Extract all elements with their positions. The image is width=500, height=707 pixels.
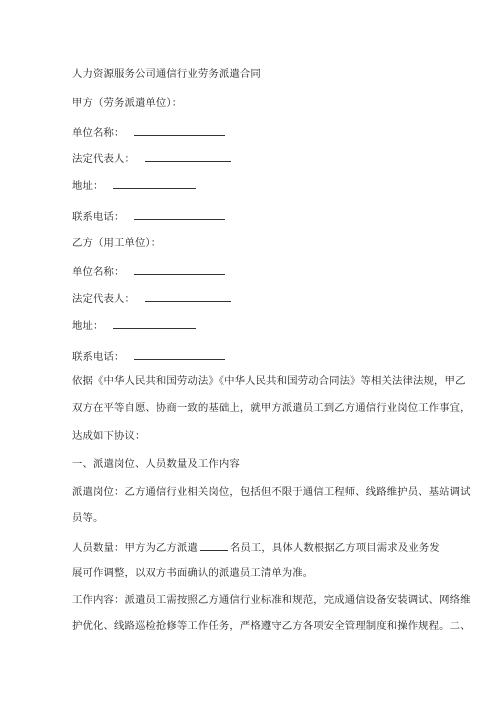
party-b-unit-name-label: 单位名称： (72, 266, 125, 278)
party-b-address (72, 318, 196, 333)
party-a-address-blank (113, 178, 196, 189)
party-b-unit-name-blank (134, 264, 225, 275)
party-a-address-label: 地址： (72, 180, 104, 192)
party-a-phone-blank (134, 209, 225, 220)
party-b-phone-blank (134, 349, 225, 360)
party-a-phone-label: 联系电话： (72, 211, 125, 223)
headcount-blank (200, 540, 228, 551)
headcount-line-1 (72, 540, 440, 555)
party-b-phone (72, 349, 225, 364)
party-a-unit-name-blank (134, 125, 225, 136)
position-line-2: 员等。 (72, 512, 104, 524)
intro-line-1: 依据《中华人民共和国劳动法》《中华人民共和国劳动合同法》等相关法律法规，甲乙 (72, 375, 466, 387)
intro-line-3: 达成如下协议： (72, 430, 146, 442)
party-a-unit-name-label: 单位名称： (72, 127, 125, 139)
party-b-legal-rep-label: 法定代表人： (72, 293, 135, 305)
section-1-title: 一、派遣岗位、人员数量及工作内容 (72, 458, 240, 470)
party-a-phone (72, 209, 225, 224)
party-b-address-label: 地址： (72, 320, 104, 332)
contract-title: 人力资源服务公司通信行业劳务派遣合同 (72, 68, 261, 80)
content-line-2: 护优化、线路巡检抢修等工作任务，严格遵守乙方各项安全管理制度和操作规程。二、 (72, 620, 471, 632)
intro-line-2: 双方在平等自愿、协商一致的基础上，就甲方派遣员工到乙方通信行业岗位工作事宜， (72, 402, 471, 414)
party-a-legal-rep (72, 151, 231, 166)
party-b-unit-name (72, 264, 225, 279)
party-a-address (72, 178, 196, 193)
headcount-line-2: 展可作调整，以双方书面确认的派遣员工清单为准。 (72, 567, 314, 579)
position-line-1: 派遣岗位：乙方通信行业相关岗位，包括但不限于通信工程师、线路维护员、基站调试 (72, 486, 471, 498)
party-b-address-blank (113, 318, 196, 329)
party-b-legal-rep (72, 291, 231, 306)
party-b-header: 乙方（用工单位）： (72, 237, 162, 249)
headcount-prefix: 人员数量：甲方为乙方派遣 (72, 542, 198, 554)
party-a-legal-rep-blank (145, 151, 231, 162)
party-b-phone-label: 联系电话： (72, 351, 125, 363)
party-a-unit-name (72, 125, 225, 140)
party-a-legal-rep-label: 法定代表人： (72, 153, 135, 165)
headcount-suffix: 名员工，具体人数根据乙方项目需求及业务发 (229, 542, 440, 554)
party-b-legal-rep-blank (145, 291, 231, 302)
content-line-1: 工作内容：派遣员工需按照乙方通信行业标准和规范，完成通信设备安装调试、网络维 (72, 594, 471, 606)
party-a-header: 甲方（劳务派遣单位）： (72, 97, 183, 109)
